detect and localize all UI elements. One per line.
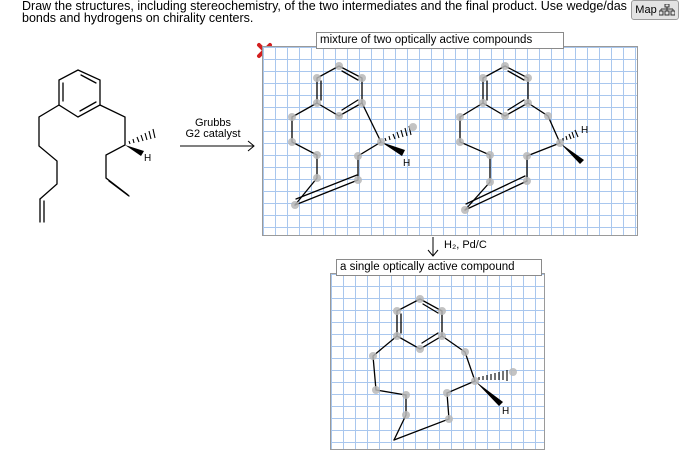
intermediates-drawing-canvas[interactable] [262,46,638,236]
reagent-line1: Grubbs [194,117,232,129]
hydrogen-label: H [144,153,152,164]
product-canvas-label: a single optically active compound [336,259,542,276]
map-label: Map [635,4,657,16]
starting-material-structure [28,55,168,240]
map-button[interactable] [631,0,679,20]
product-structure [330,273,545,450]
sitemap-icon [659,4,675,16]
reagent-hydrogenation: H₂, Pd/C [444,239,487,251]
question-prompt: Draw the structures, including stereochemistry, of the two intermediates and the final product. Use wedge/das bonds and hydrogens on chirality centers. [22,0,627,25]
reaction-arrow-1 [178,140,258,152]
intermediates-structures [262,46,638,236]
intermediates-canvas-label: mixture of two optically active compounds [316,32,564,49]
hydrogen-label: H [502,406,510,417]
product-drawing-canvas[interactable] [330,273,545,450]
hydrogen-label: H [403,158,411,169]
reaction-arrow-2 [426,236,440,258]
hydrogen-label: H [581,125,589,136]
reagent-line2: G2 catalyst [185,128,241,140]
